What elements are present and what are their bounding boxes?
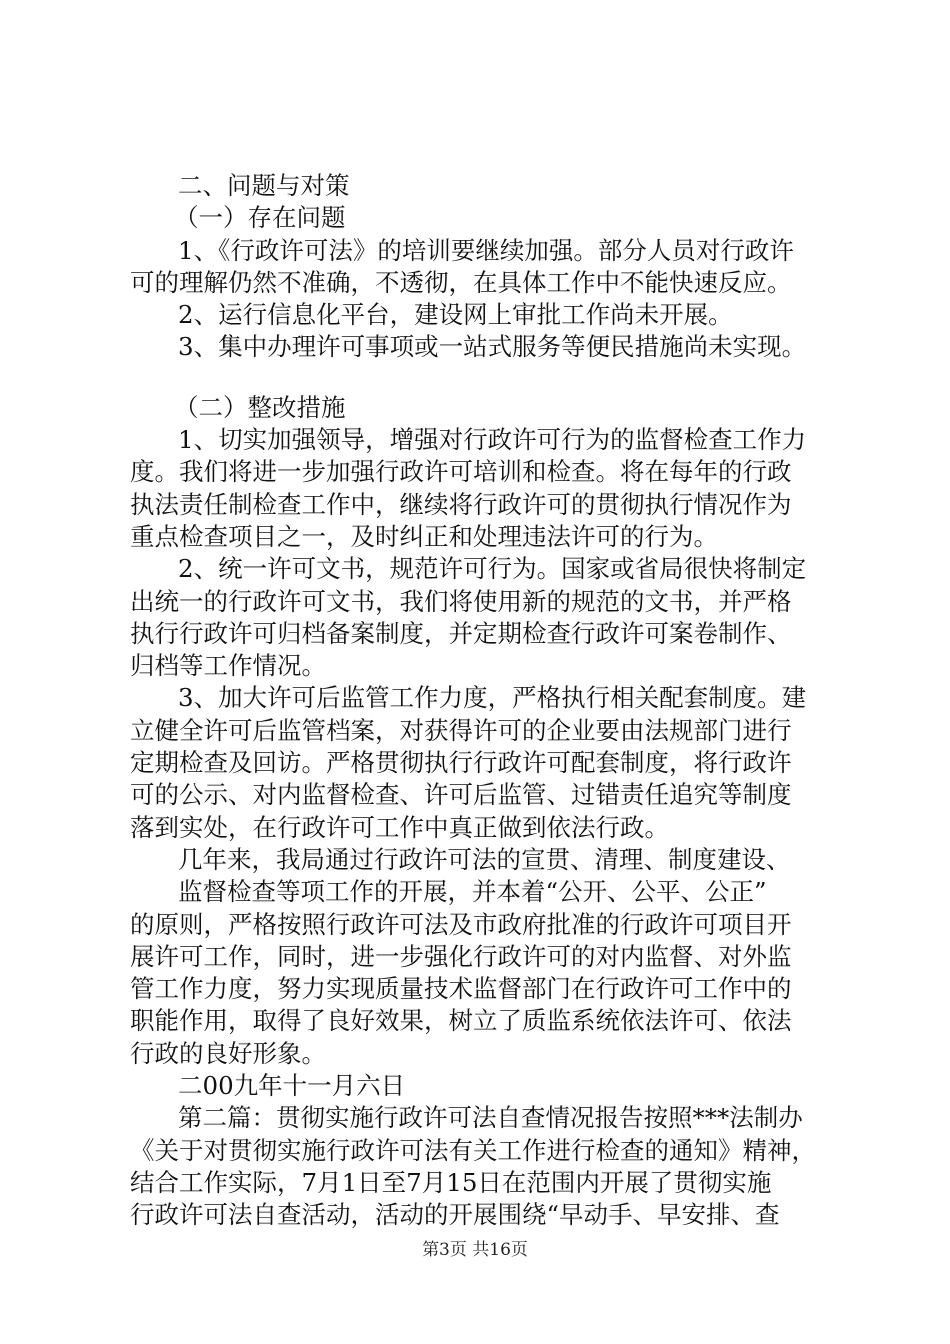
text-line: 二、问题与对策 <box>178 171 350 200</box>
text-line: 2、运行信息化平台，建设网上审批工作尚未开展。 <box>178 300 733 330</box>
text-line: 展许可工作，同时，进一步强化行政许可的对内监督、对外监 <box>130 941 792 971</box>
paragraph-gap <box>130 364 830 392</box>
text-line: 出统一的行政许可文书，我们将使用新的规范的文书，并严格 <box>130 586 792 616</box>
text-line: 监督检查等项工作的开展，并本着“公开、公平、公正” <box>178 877 767 907</box>
text-line: 职能作用，取得了良好效果，树立了质监系统依法许可、依法 <box>130 1006 792 1036</box>
text-line: 落到实处，在行政许可工作中真正做到依法行政。 <box>130 812 669 842</box>
text-line: 立健全许可后监管档案，对获得许可的企业要由法规部门进行 <box>130 715 792 745</box>
text-line: 2、统一许可文书，规范许可行为。国家或省局很快将制定 <box>178 554 807 584</box>
text-line: 执行行政许可归档备案制度，并定期检查行政许可案卷制作、 <box>130 618 792 648</box>
text-line: 行政的良好形象。 <box>130 1038 326 1068</box>
text-line: 几年来，我局通过行政许可法的宣贯、清理、制度建设、 <box>178 844 791 874</box>
text-line: 定期检查及回访。严格贯彻执行行政许可配套制度，将行政许 <box>130 748 792 778</box>
text-line: （二）整改措施 <box>174 392 346 422</box>
text-line: 二00九年十一月六日 <box>178 1071 406 1101</box>
text-line: 3、集中办理许可事项或一站式服务等便民措施尚未实现。 <box>178 332 807 362</box>
text-line: 可的公示、对内监督检查、许可后监管、过错责任追究等制度 <box>130 780 792 810</box>
text-line: 的原则，严格按照行政许可法及市政府批准的行政许可项目开 <box>130 909 792 939</box>
document-body <box>130 170 830 1232</box>
text-line: 3、加大许可后监管工作力度，严格执行相关配套制度。建 <box>178 683 807 713</box>
text-line: 1、《行政许可法》的培训要继续加强。部分人员对行政许 <box>178 235 794 265</box>
text-line: 度。我们将进一步加强行政许可培训和检查。将在每年的行政 <box>130 457 792 487</box>
text-line: （一）存在问题 <box>174 203 346 233</box>
text-line: 结合工作实际，7月1日至7月15日在范围内开展了贯彻实施 <box>130 1167 772 1197</box>
text-line: 第二篇：贯彻实施行政许可法自查情况报告按照***法制办 <box>178 1103 803 1133</box>
text-line: 可的理解仍然不准确，不透彻，在具体工作中不能快速反应。 <box>130 267 792 297</box>
text-line: 行政许可法自查活动，活动的开展围绕“早动手、早安排、查 <box>130 1200 780 1230</box>
text-line: 重点检查项目之一，及时纠正和处理违法许可的行为。 <box>130 521 718 551</box>
page-footer: 第3页 共16页 <box>422 1240 528 1260</box>
text-line: 《关于对贯彻实施行政许可法有关工作进行检查的通知》精神， <box>130 1135 816 1165</box>
text-line: 执法责任制检查工作中，继续将行政许可的贯彻执行情况作为 <box>130 489 792 519</box>
text-line: 归档等工作情况。 <box>130 651 326 681</box>
text-line: 管工作力度，努力实现质量技术监督部门在行政许可工作中的 <box>130 974 792 1004</box>
text-line: 1、切实加强领导，增强对行政许可行为的监督检查工作力 <box>178 425 807 455</box>
